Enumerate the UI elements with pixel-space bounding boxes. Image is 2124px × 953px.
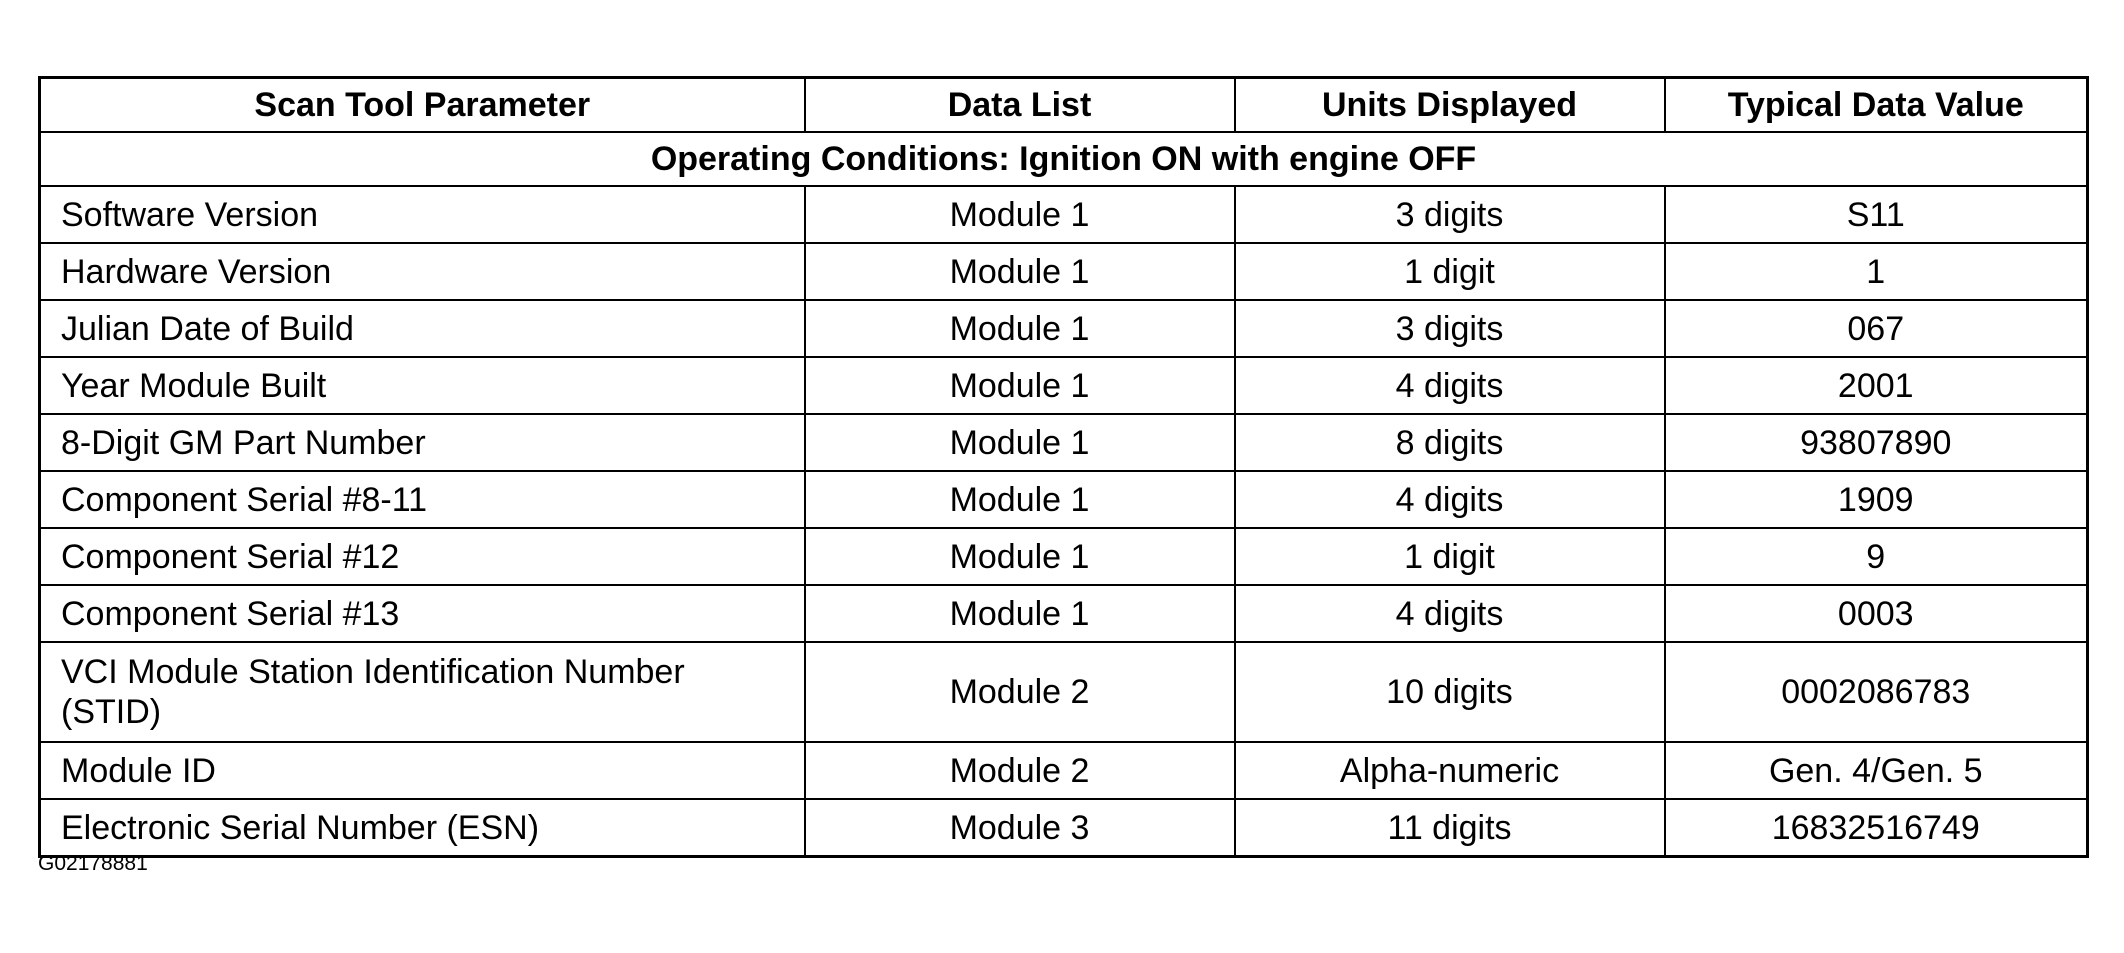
parameter-cell: Electronic Serial Number (ESN) <box>40 799 805 857</box>
typical-value-cell: 0003 <box>1665 585 2088 642</box>
data-list-cell: Module 1 <box>805 585 1235 642</box>
scan-tool-data-table <box>38 76 2089 858</box>
table-row <box>40 414 2088 471</box>
table-row <box>40 471 2088 528</box>
typical-value-cell: 93807890 <box>1665 414 2088 471</box>
typical-value-cell: 2001 <box>1665 357 2088 414</box>
typical-value-cell: 1 <box>1665 243 2088 300</box>
units-cell: Alpha-numeric <box>1235 742 1665 799</box>
typical-value-cell: 1909 <box>1665 471 2088 528</box>
data-list-cell: Module 2 <box>805 642 1235 742</box>
units-cell: 11 digits <box>1235 799 1665 857</box>
table-row <box>40 799 2088 857</box>
table-row <box>40 642 2088 742</box>
parameter-cell: Component Serial #13 <box>40 585 805 642</box>
typical-value-cell: 9 <box>1665 528 2088 585</box>
table-row <box>40 300 2088 357</box>
data-list-cell: Module 1 <box>805 528 1235 585</box>
parameter-cell: Hardware Version <box>40 243 805 300</box>
data-list-cell: Module 1 <box>805 300 1235 357</box>
table-row <box>40 243 2088 300</box>
header-typical-data-value: Typical Data Value <box>1665 78 2088 133</box>
parameter-cell: Module ID <box>40 742 805 799</box>
units-cell: 3 digits <box>1235 186 1665 243</box>
header-scan-tool-parameter: Scan Tool Parameter <box>40 78 805 133</box>
section-row <box>40 132 2088 186</box>
table-header-row <box>40 78 2088 133</box>
data-list-cell: Module 1 <box>805 186 1235 243</box>
units-cell: 4 digits <box>1235 357 1665 414</box>
parameter-cell: VCI Module Station Identification Number (STID) <box>40 642 805 742</box>
data-list-cell: Module 1 <box>805 414 1235 471</box>
header-data-list: Data List <box>805 78 1235 133</box>
units-cell: 8 digits <box>1235 414 1665 471</box>
units-cell: 1 digit <box>1235 528 1665 585</box>
typical-value-cell: Gen. 4/Gen. 5 <box>1665 742 2088 799</box>
parameter-cell: 8-Digit GM Part Number <box>40 414 805 471</box>
parameter-cell: Component Serial #8-11 <box>40 471 805 528</box>
table-row <box>40 528 2088 585</box>
units-cell: 3 digits <box>1235 300 1665 357</box>
parameter-cell: Year Module Built <box>40 357 805 414</box>
typical-value-cell: 0002086783 <box>1665 642 2088 742</box>
table-row <box>40 186 2088 243</box>
parameter-cell: Software Version <box>40 186 805 243</box>
units-cell: 4 digits <box>1235 471 1665 528</box>
data-list-cell: Module 1 <box>805 471 1235 528</box>
parameter-cell: Component Serial #12 <box>40 528 805 585</box>
table-row <box>40 585 2088 642</box>
units-cell: 10 digits <box>1235 642 1665 742</box>
figure-id-label: G02178881 <box>38 852 148 875</box>
data-list-cell: Module 1 <box>805 243 1235 300</box>
typical-value-cell: S11 <box>1665 186 2088 243</box>
parameter-cell: Julian Date of Build <box>40 300 805 357</box>
operating-conditions-label: Operating Conditions: Ignition ON with engine OFF <box>40 132 2088 186</box>
table-row <box>40 357 2088 414</box>
units-cell: 1 digit <box>1235 243 1665 300</box>
typical-value-cell: 16832516749 <box>1665 799 2088 857</box>
typical-value-cell: 067 <box>1665 300 2088 357</box>
units-cell: 4 digits <box>1235 585 1665 642</box>
data-list-cell: Module 1 <box>805 357 1235 414</box>
data-list-cell: Module 2 <box>805 742 1235 799</box>
data-list-cell: Module 3 <box>805 799 1235 857</box>
header-units-displayed: Units Displayed <box>1235 78 1665 133</box>
table-row <box>40 742 2088 799</box>
